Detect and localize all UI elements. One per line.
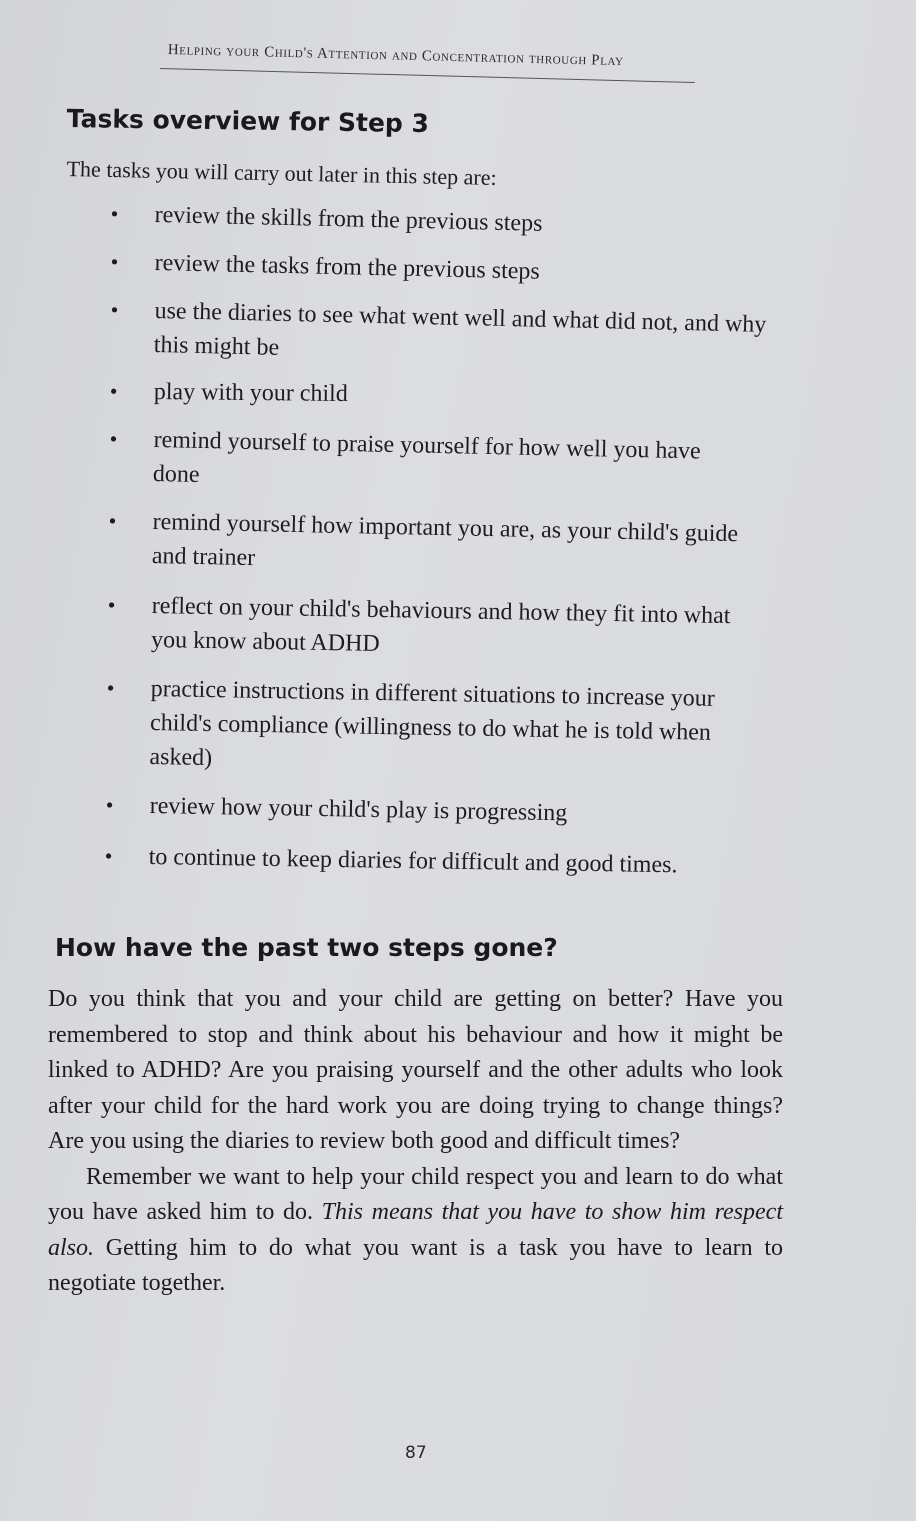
list-item xyxy=(110,246,795,295)
bullet-icon: • xyxy=(106,675,115,701)
bullet-icon: • xyxy=(110,249,119,275)
body-text xyxy=(48,982,783,1302)
bullet-icon: • xyxy=(110,297,119,323)
task-text: review the skills from the previous steps xyxy=(154,201,543,237)
bullet-icon: • xyxy=(104,843,113,869)
paragraph: Do you think that you and your child are getting on better? Have you remembered to stop and think about his behaviour and how it might be linked to ADHD? Are you praising yourself and the other adults who look after your child for the hard work you are doing trying to change things? Are you using the diaries to review both good and difficult times? xyxy=(48,986,783,1154)
emphasis-text: This means that you have to show him respect also. xyxy=(48,1199,783,1261)
section-heading-tasks: Tasks overview for Step 3 xyxy=(66,104,430,139)
task-text: review the tasks from the previous steps xyxy=(154,249,541,285)
list-item xyxy=(110,198,795,247)
task-text: use the diaries to see what went well and what did not, and why this might be xyxy=(153,297,767,361)
task-text: play with your child xyxy=(153,378,348,408)
tasks-intro: The tasks you will carry out later in this step are: xyxy=(66,155,497,191)
running-head: Helping your Child's Attention and Concentration through Play xyxy=(167,42,624,70)
bullet-icon: • xyxy=(109,378,118,404)
list-item xyxy=(109,423,734,503)
task-text: reflect on your child's behaviours and how they fit into what you know about ADHD xyxy=(150,592,731,657)
bullet-icon: • xyxy=(109,426,118,452)
header-rule xyxy=(160,68,695,83)
list-item xyxy=(104,840,798,884)
task-text: to continue to keep diaries for difficult and good times. xyxy=(148,843,678,879)
bullet-icon: • xyxy=(108,508,117,534)
task-text: remind yourself to praise yourself for how well you have done xyxy=(152,426,701,488)
list-item xyxy=(106,672,751,784)
task-text: remind yourself how important you are, as your child's guide and trainer xyxy=(151,508,739,572)
list-item xyxy=(105,789,789,834)
page-number: 87 xyxy=(405,1443,427,1463)
paragraph xyxy=(48,1160,783,1302)
task-text: practice instructions in different situations to increase your child's compliance (willingness to do what he is told when asked) xyxy=(149,675,715,772)
list-item xyxy=(107,589,772,668)
list-item xyxy=(109,375,794,416)
section-heading-past-steps: How have the past two steps gone? xyxy=(55,933,558,962)
paragraph-text: Getting him to do what you want is a task you have to learn to negotiate together. xyxy=(48,1234,783,1296)
list-item xyxy=(110,294,774,376)
list-item xyxy=(108,505,773,586)
task-text: review how your child's play is progressing xyxy=(149,792,568,827)
bullet-icon: • xyxy=(105,792,114,818)
bullet-icon: • xyxy=(107,592,116,618)
paragraph-text: Remember we want to help your child respect you and learn to do what you have asked him to do. xyxy=(48,1163,783,1225)
bullet-icon: • xyxy=(110,201,119,227)
